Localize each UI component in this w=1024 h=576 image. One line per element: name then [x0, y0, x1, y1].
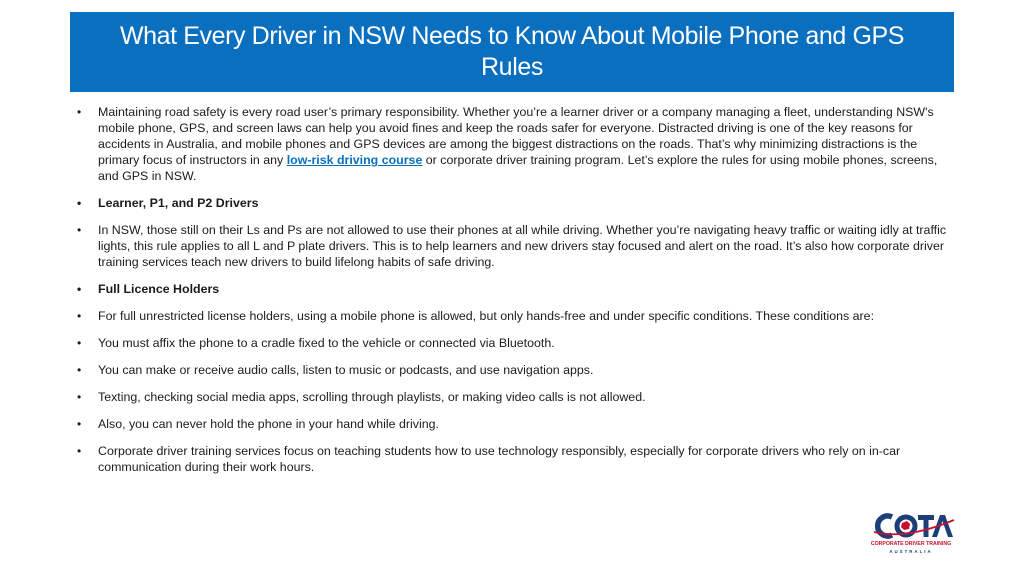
slide-title: What Every Driver in NSW Needs to Know About Mobile Phone and GPS Rules	[119, 22, 905, 81]
bullet-not-allowed: • Texting, checking social media apps, scrolling through playlists, or making video calls is not allowed.	[77, 389, 947, 405]
bullet-full-licence-conditions: • For full unrestricted license holders, using a mobile phone is allowed, but only hands-free and under specific conditions. These conditions are:	[77, 308, 947, 324]
logo-region: AUSTRALIA	[889, 549, 933, 554]
cota-logo-mark-icon	[866, 510, 956, 542]
slide-body	[77, 104, 947, 486]
bullet-no-holding: • Also, you can never hold the phone in your hand while driving.	[77, 416, 947, 432]
bullet-training-focus: • Corporate driver training services focus on teaching students how to use technology responsibly, especially for corporate drivers who rely on in-car communication during their work hours.	[77, 443, 947, 475]
bullet-allowed-uses: • You can make or receive audio calls, listen to music or podcasts, and use navigation apps.	[77, 362, 947, 378]
low-risk-driving-course-link[interactable]: low-risk driving course	[286, 153, 423, 167]
logo-company-name: CORPORATE DRIVER TRAINING	[870, 541, 952, 547]
bullet-heading-learner-drivers: • Learner, P1, and P2 Drivers	[77, 195, 947, 211]
bullet-heading-full-licence: • Full Licence Holders	[77, 281, 947, 297]
intro-text-after: or corporate driver training program. Let’s explore the rules for using mobile phones, screens, and GPS in NSW.	[98, 153, 938, 183]
bullet-cradle-rule: • You must affix the phone to a cradle fixed to the vehicle or connected via Bluetooth.	[77, 335, 947, 351]
title-bar	[70, 12, 954, 92]
bullet-learner-rules: • In NSW, those still on their Ls and Ps are not allowed to use their phones at all while driving. Whether you’re navigating heavy traffic or waiting idly at traffic lights, this rule applies to all L and P plate drivers. This is to help learners and new drivers stay focused and alert on the road. It’s also how corporate driver training services teach new drivers to build lifelong habits of safe driving.	[77, 222, 947, 270]
company-logo	[866, 510, 956, 556]
bullet-intro	[77, 104, 947, 184]
intro-text-before: Maintaining road safety is every road user’s primary responsibility. Whether you’re a learner driver or a company managing a fleet, understanding NSW's mobile phone, GPS, and screen laws can help you avoid fines and keep the roads safer for everyone. Distracted driving is one of the key reasons for accidents in Australia, and mobile phones and GPS devices are among the biggest distractions on the roads. That’s why minimizing distractions is the primary focus of instructors in any	[98, 105, 934, 167]
